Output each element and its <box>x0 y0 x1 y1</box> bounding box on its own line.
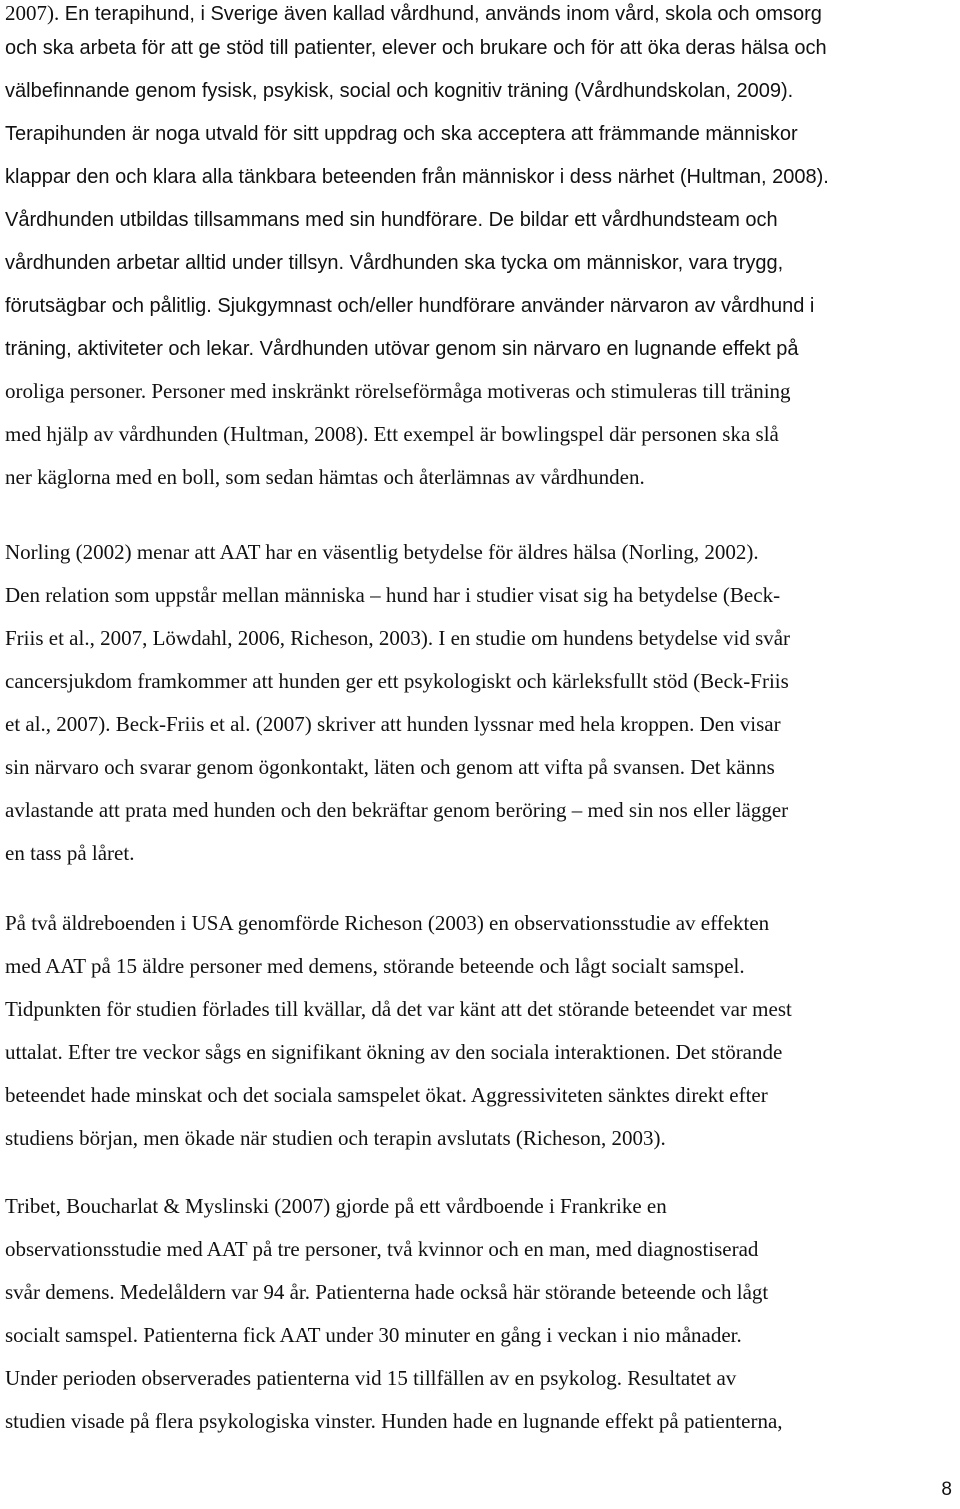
text-line <box>5 77 793 103</box>
text-line <box>5 953 745 979</box>
text-line <box>5 1236 758 1262</box>
text-segment: avlastande att prata med hunden och den bekräftar genom beröring – med sin nos eller lägger <box>5 798 789 822</box>
text-segment: beteendet hade minskat och det sociala samspelet ökat. Aggressiviteten sänktes direkt efter <box>5 1083 768 1107</box>
text-line <box>5 625 790 651</box>
text-line <box>5 539 759 565</box>
text-segment: med AAT på 15 äldre personer med demens, störande beteende och lågt socialt samspel. <box>5 954 745 978</box>
text-line <box>5 464 645 490</box>
text-line <box>5 34 827 60</box>
text-segment: Friis et al., 2007, Löwdahl, 2006, Richeson, 2003). I en studie om hundens betydelse vid svår <box>5 626 791 650</box>
text-segment: sin närvaro och svarar genom ögonkontakt, läten och genom att vifta på svansen. Det känns <box>5 755 775 779</box>
text-line <box>5 0 822 26</box>
text-segment: ner käglorna med en boll, som sedan hämtas och återlämnas av vårdhunden. <box>5 465 645 489</box>
text-line <box>5 1365 736 1391</box>
text-line <box>5 1279 768 1305</box>
text-line <box>5 711 781 737</box>
text-line <box>5 910 769 936</box>
text-line <box>5 292 814 318</box>
text-line <box>5 1193 667 1219</box>
text-segment: med hjälp av vårdhunden (Hultman, 2008). Ett exempel är bowlingspel där personen ska slå <box>5 422 779 446</box>
text-segment: socialt samspel. Patienterna fick AAT under 30 minuter en gång i veckan i nio månader. <box>5 1323 742 1347</box>
text-segment: Terapihunden är noga utvald för sitt uppdrag och ska acceptera att främmande människor <box>5 123 798 145</box>
text-segment: 2007). <box>5 1 60 25</box>
text-line <box>5 797 788 823</box>
text-segment: Norling (2002) menar att AAT har en väsentlig betydelse för äldres hälsa (Norling, 2002). <box>5 540 759 564</box>
text-line <box>5 996 792 1022</box>
text-line <box>5 120 798 146</box>
text-segment: välbefinnande genom fysisk, psykisk, social och kognitiv träning (Vårdhundskolan, 2009). <box>5 80 794 102</box>
text-segment: oroliga personer. Personer med inskränkt rörelseförmåga motiveras och stimuleras till träning <box>5 379 791 403</box>
text-segment: studiens början, men ökade när studien och terapin avslutats (Richeson, 2003). <box>5 1126 666 1150</box>
text-segment: förutsägbar och pålitlig. Sjukgymnast och/eller hundförare använder närvaron av vårdhund i <box>5 295 815 317</box>
text-segment: cancersjukdom framkommer att hunden ger ett psykologiskt och kärleksfullt stöd (Beck-Friis <box>5 669 789 693</box>
text-line <box>5 1322 742 1348</box>
text-line <box>5 378 791 404</box>
text-segment: På två äldreboenden i USA genomförde Richeson (2003) en observationsstudie av effekten <box>5 911 770 935</box>
text-segment: et al., 2007). Beck-Friis et al. (2007) skriver att hunden lyssnar med hela kroppen. Den visar <box>5 712 781 736</box>
text-segment: studien visade på flera psykologiska vinster. Hunden hade en lugnande effekt på patienterna, <box>5 1409 783 1433</box>
text-line <box>5 582 780 608</box>
text-line <box>5 206 778 232</box>
text-segment: Vårdhunden utbildas tillsammans med sin hundförare. De bildar ett vårdhundsteam och <box>5 209 778 231</box>
text-segment: svår demens. Medelåldern var 94 år. Patienterna hade också här störande beteende och lågt <box>5 1280 769 1304</box>
text-segment: Den relation som uppstår mellan människa – hund har i studier visat sig ha betydelse (Beck- <box>5 583 781 607</box>
text-line <box>5 1408 783 1434</box>
text-line <box>5 163 829 189</box>
page-number: 8 <box>941 1479 952 1500</box>
text-line <box>5 1125 666 1151</box>
text-line <box>5 1082 768 1108</box>
text-segment: klappar den och klara alla tänkbara beteenden från människor i dess närhet (Hultman, 2008). <box>5 166 829 188</box>
text-segment: Tribet, Boucharlat & Myslinski (2007) gjorde på ett vårdboende i Frankrike en <box>5 1194 667 1218</box>
text-line <box>5 421 779 447</box>
text-segment: uttalat. Efter tre veckor sågs en signifikant ökning av den sociala interaktionen. Det störande <box>5 1040 783 1064</box>
text-line <box>5 668 789 694</box>
text-line <box>5 335 798 361</box>
text-segment: vårdhunden arbetar alltid under tillsyn. Vårdhunden ska tycka om människor, vara trygg, <box>5 252 784 274</box>
text-line <box>5 840 134 866</box>
text-line <box>5 1039 782 1065</box>
text-segment: En terapihund, i Sverige även kallad vårdhund, används inom vård, skola och omsorg <box>59 3 822 25</box>
text-segment: observationsstudie med AAT på tre personer, två kvinnor och en man, med diagnostiserad <box>5 1237 759 1261</box>
text-line <box>5 754 775 780</box>
text-segment: Under perioden observerades patienterna vid 15 tillfällen av en psykolog. Resultatet av <box>5 1366 737 1390</box>
text-line <box>5 249 783 275</box>
text-segment: Tidpunkten för studien förlades till kvällar, då det var känt att det störande beteendet var mest <box>5 997 792 1021</box>
text-segment: och ska arbeta för att ge stöd till patienter, elever och brukare och för att öka deras hälsa och <box>5 37 827 59</box>
text-segment: en tass på låret. <box>5 841 135 865</box>
text-segment: träning, aktiviteter och lekar. Vårdhunden utövar genom sin närvaro en lugnande effekt på <box>5 338 799 360</box>
